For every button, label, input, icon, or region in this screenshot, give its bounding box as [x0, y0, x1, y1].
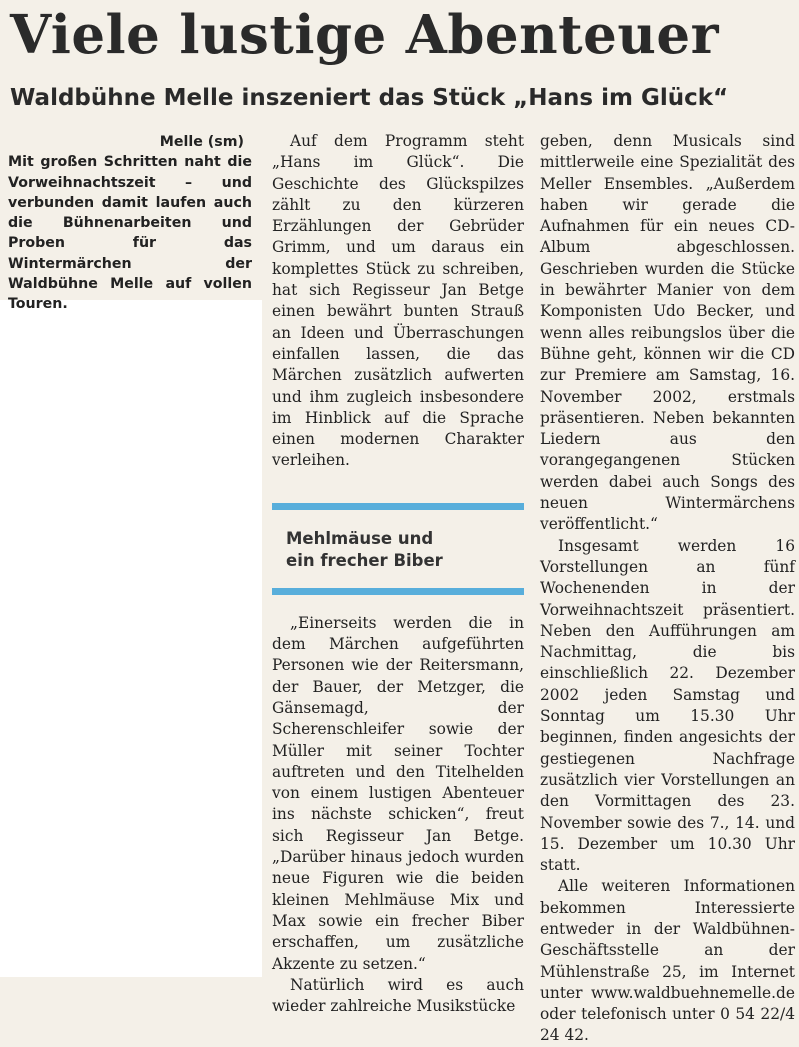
- intertitle-line-1: Mehlmäuse und: [286, 528, 434, 548]
- lead-text: Mit großen Schritten naht die Vorweihnachtszeit – und verbunden damit laufen auch die Bühnenarbeiten und Proben für das Wintermärchen der Waldbühne Melle auf vollen Touren.: [8, 154, 252, 313]
- byline: Melle (sm): [159, 134, 244, 150]
- box-rule-bottom: [272, 588, 524, 595]
- column2-paragraph-3: Natürlich wird es auch wieder zahlreiche Musikstücke: [272, 975, 524, 1016]
- column2-paragraph-1: Auf dem Programm steht „Hans im Glück“. Die Geschichte des Glückspilzes zählt zu den kürzeren Erzählungen der Gebrüder Grimm, und um daraus ein komplettes Stück zu schreiben, hat sich Regisseur Jan Betge einen bewährt bunten Strauß an Ideen und Überraschungen einfallen lassen, die das Märchen zusätzlich aufwerten und ihm zugleich insbesondere im Hinblick auf die Sprache einen modernen Charakter verleihen.: [272, 132, 524, 470]
- intertitle: [272, 510, 524, 588]
- article-headline: Viele lustige Abenteuer: [10, 4, 720, 66]
- box-rule-top: [272, 503, 524, 510]
- article-column-3: [540, 131, 795, 1047]
- intertitle-line-2: ein frecher Biber: [286, 550, 443, 570]
- column3-paragraph-1: geben, denn Musicals sind mittlerweile eine Spezialität des Meller Ensembles. „Außerdem haben wir gerade die Aufnahmen für ein neues CD-Album abgeschlossen. Geschrieben wurden die Stücke in bewährter Manier von dem Komponisten Udo Becker, und wenn alles reibungslos über die Bühne geht, können wir die CD zur Premiere am Samstag, 16. November 2002, erstmals präsentieren. Neben bekannten Liedern aus den vorangegangenen Stücken werden dabei auch Songs des neuen Wintermärchens veröffentlicht.“: [540, 132, 795, 534]
- column3-paragraph-3: Alle weiteren Informationen bekommen Interessierte entweder in der Waldbühnen-Geschäftsstelle an der Mühlenstraße 25, im Internet unter www.waldbuehnemelle.de oder telefonisch unter 0 54 22/4 24 42.: [540, 877, 795, 1045]
- lead-paragraph: [8, 132, 252, 315]
- article-column-2: [272, 131, 524, 1017]
- blank-paper-area: [0, 300, 262, 977]
- column3-paragraph-2: Insgesamt werden 16 Vorstellungen an fünf Wochenenden in der Vorweihnachtszeit präsentiert. Neben den Aufführungen am Nachmittag, die bis einschließlich 22. Dezember 2002 jeden Samstag und Sonntag um 15.30 Uhr beginnen, finden angesichts der gestiegenen Nachfrage zusätzlich vier Vorstellungen an den Vormittagen des 23. November sowie des 7., 14. und 15. Dezember um 10.30 Uhr statt.: [540, 536, 795, 875]
- article-subheadline: Waldbühne Melle inszeniert das Stück „Hans im Glück“: [10, 85, 729, 111]
- column2-paragraph-2: „Einerseits werden die in dem Märchen aufgeführten Personen wie der Reitersmann, der Bauer, der Metzger, die Gänsemagd, der Scherenschleifer sowie der Müller mit seiner Tochter auftreten und den Titelhelden von einem lustigen Abenteuer ins nächste schicken“, freut sich Regisseur Jan Betge. „Darüber hinaus jedoch wurden neue Figuren wie die beiden kleinen Mehlmäuse Mix und Max sowie ein frecher Biber erschaffen, um zusätzliche Akzente zu setzen.“: [272, 613, 524, 973]
